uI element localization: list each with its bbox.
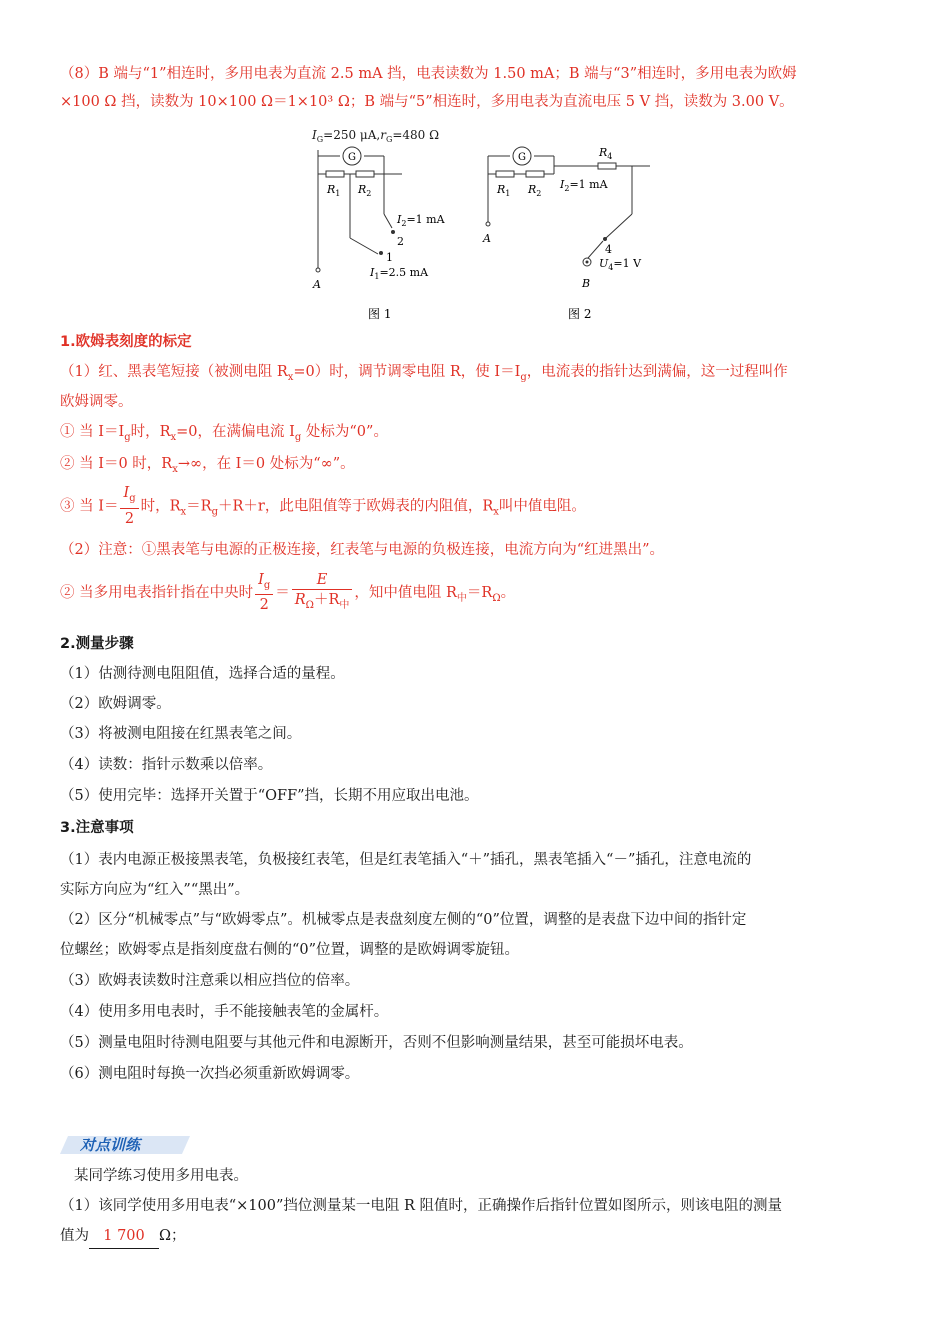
step-5: （5）使用完毕：选择开关置于“OFF”挡，长期不用应取出电池。 bbox=[60, 788, 479, 804]
fig1-rg-label: r bbox=[380, 128, 386, 142]
section-1-title: 1.欧姆表刻度的标定 bbox=[60, 334, 192, 350]
svg-text:R4 bbox=[598, 146, 612, 161]
svg-text:IG=250 μA,rG=480 Ω bbox=[311, 128, 439, 144]
fig2-r1-sub: 1 bbox=[505, 189, 511, 198]
section-3-title: 3.注意事项 bbox=[60, 820, 134, 836]
figure-2-circuit bbox=[478, 122, 658, 322]
fig2-i2-value: =1 mA bbox=[569, 178, 608, 191]
fig1-i2-sub: 2 bbox=[401, 219, 407, 228]
fig2-terminal-a: A bbox=[483, 232, 491, 245]
step-1: （1）估测待测电阻阻值，选择合适的量程。 bbox=[60, 666, 345, 682]
fig1-terminal-2: 2 bbox=[397, 235, 404, 248]
note-2-line-1: （2）区分“机械零点”与“欧姆零点”。机械零点是表盘刻度左侧的“0”位置，调整的是表盘下边中间的指针定 bbox=[60, 912, 747, 928]
fig2-caption: 图 2 bbox=[568, 307, 592, 321]
fig1-r1-sub: 1 bbox=[335, 189, 341, 198]
answer-blank: 1 700 bbox=[89, 1224, 159, 1249]
section-1-item-2: ② 当 I＝0 时，$R_x\to\infty$，在 I＝0 处标为“∞”。 bbox=[60, 456, 355, 475]
figure-1-circuit bbox=[300, 122, 475, 322]
svg-text:R2 bbox=[527, 183, 541, 198]
section-2-title: 2.测量步骤 bbox=[60, 636, 134, 652]
fig1-r2-label: R bbox=[358, 183, 367, 196]
fig1-i1-label: I bbox=[370, 266, 375, 279]
svg-text:R1 bbox=[326, 183, 340, 198]
fig1-i2-value: =1 mA bbox=[406, 213, 445, 226]
note-1-line-1: （1）表内电源正极接黑表笔，负极接红表笔，但是红表笔插入“＋”插孔，黑表笔插入“－”插孔，注意电流的 bbox=[60, 852, 752, 868]
fig1-caption: 图 1 bbox=[368, 307, 392, 321]
note-6: （6）测电阻时每换一次挡必须重新欧姆调零。 bbox=[60, 1066, 360, 1082]
fig2-i2-label: I bbox=[560, 178, 565, 191]
intro-line-2: ×100 Ω 挡，读数为 10×100 Ω＝1×10³ Ω；B 端与“5”相连时，多用电表为直流电压 5 V 挡，读数为 3.00 V。 bbox=[60, 94, 794, 110]
fig1-rg-sub: G bbox=[385, 135, 393, 144]
fig1-ig-sub: G bbox=[316, 135, 324, 144]
fig1-r1-label: R bbox=[327, 183, 336, 196]
note-1-line-2: 实际方向应为“红入”“黑出”。 bbox=[60, 882, 250, 898]
practice-badge bbox=[60, 1130, 190, 1156]
step-3: （3）将被测电阻接在红黑表笔之间。 bbox=[60, 726, 302, 742]
fig1-ig-label: I bbox=[312, 128, 317, 142]
svg-text:U4=1 V bbox=[599, 257, 642, 272]
fraction-e-over-r: $\frac{E}{R_\Omega+R_中}$ bbox=[292, 571, 353, 616]
fig2-r1-label: R bbox=[497, 183, 506, 196]
fig1-rg-value: =480 Ω bbox=[392, 128, 440, 142]
practice-q1-line-1: （1）该同学使用多用电表“×100”挡位测量某一电阻 R 阻值时，正确操作后指针位置如图所示，则该电阻的测量 bbox=[60, 1198, 783, 1214]
practice-intro: 某同学练习使用多用电表。 bbox=[74, 1168, 248, 1184]
note-5: （5）测量电阻时待测电阻要与其他元件和电源断开，否则不但影响测量结果，甚至可能损坏电表。 bbox=[60, 1035, 693, 1051]
section-1-para-1: （1）红、黑表笔短接（被测电阻 $R_x=0$）时，调节调零电阻 R，使 $I=I_g$，电流表的指针达到满偏，这一过程叫作 bbox=[60, 364, 788, 383]
fig1-i1-sub: 1 bbox=[374, 272, 380, 281]
fig2-terminal-4: 4 bbox=[605, 243, 612, 256]
fig2-r2-sub: 2 bbox=[536, 189, 542, 198]
section-1-note: （2）注意：①黑表笔与电源的正极连接，红表笔与电源的负极连接，电流方向为“红进黑出”。 bbox=[60, 542, 665, 558]
fig2-r4-label: R bbox=[599, 146, 608, 159]
fig2-terminal-b: B bbox=[582, 277, 591, 290]
section-1-para-1-cont: 欧姆调零。 bbox=[60, 394, 133, 410]
fig2-galvanometer-label: G bbox=[518, 152, 526, 163]
fig1-i2-label: I bbox=[397, 213, 402, 226]
fig2-u4-value: =1 V bbox=[613, 257, 642, 270]
fig1-terminal-a: A bbox=[313, 278, 321, 291]
practice-badge-text: 对点训练 bbox=[80, 1136, 141, 1154]
svg-text:I2=1 mA bbox=[396, 213, 446, 228]
svg-text:R1 bbox=[496, 183, 510, 198]
svg-text:I1=2.5 mA bbox=[369, 266, 429, 281]
fig1-i1-value: =2.5 mA bbox=[379, 266, 429, 279]
svg-text:I2=1 mA bbox=[559, 178, 609, 193]
fraction-ig-over-2: $\frac{I_g}{2}$ bbox=[120, 484, 138, 529]
step-4: （4）读数：指针示数乘以倍率。 bbox=[60, 757, 273, 773]
practice-q1-line-2: 值为 1 700 Ω； bbox=[60, 1224, 890, 1249]
fig1-galvanometer-label: G bbox=[348, 152, 356, 163]
note-4: （4）使用多用电表时，手不能接触表笔的金属杆。 bbox=[60, 1004, 389, 1020]
fig2-r2-label: R bbox=[528, 183, 537, 196]
fig2-u4-label: U bbox=[599, 257, 609, 270]
section-1-item-1: ① 当 $I=I_g$时，$R_x=0$，在满偏电流 $I_g$ 处标为“0”。 bbox=[60, 424, 388, 443]
fig1-ig-value: =250 μA, bbox=[323, 128, 381, 142]
fig1-terminal-1: 1 bbox=[386, 251, 393, 264]
step-2: （2）欧姆调零。 bbox=[60, 696, 171, 712]
note-2-line-2: 位螺丝；欧姆零点是指刻度盘右侧的“0”位置，调整的是欧姆调零旋钮。 bbox=[60, 942, 520, 958]
fig2-r4-sub: 4 bbox=[607, 152, 613, 161]
section-1-item-3: ③ 当 I＝ $\frac{I_g}{2}$ 时，$R_x=R_g+R+r$，此电阻值等于欧姆表的内阻值，$R_x$叫中值电阻。 bbox=[60, 485, 586, 527]
fig2-u4-sub: 4 bbox=[608, 263, 614, 272]
fig2-i2-sub: 2 bbox=[564, 184, 570, 193]
fraction-ig-over-2-b: $\frac{I_g}{2}$ bbox=[255, 571, 273, 616]
section-1-item-4: ② 当多用电表指针指在中央时 $\frac{I_g}{2}$ ＝ $\frac{E}{R_\Omega+R_中}$ ，知中值电阻 $R_中=R_\Omega$。 bbox=[60, 571, 516, 614]
intro-line-1: （8）B 端与“1”相连时，多用电表为直流 2.5 mA 挡，电表读数为 1.50 mA；B 端与“3”相连时，多用电表为欧姆 bbox=[60, 66, 797, 82]
svg-text:R2 bbox=[357, 183, 371, 198]
fig1-r2-sub: 2 bbox=[366, 189, 372, 198]
note-3: （3）欧姆表读数时注意乘以相应挡位的倍率。 bbox=[60, 973, 360, 989]
